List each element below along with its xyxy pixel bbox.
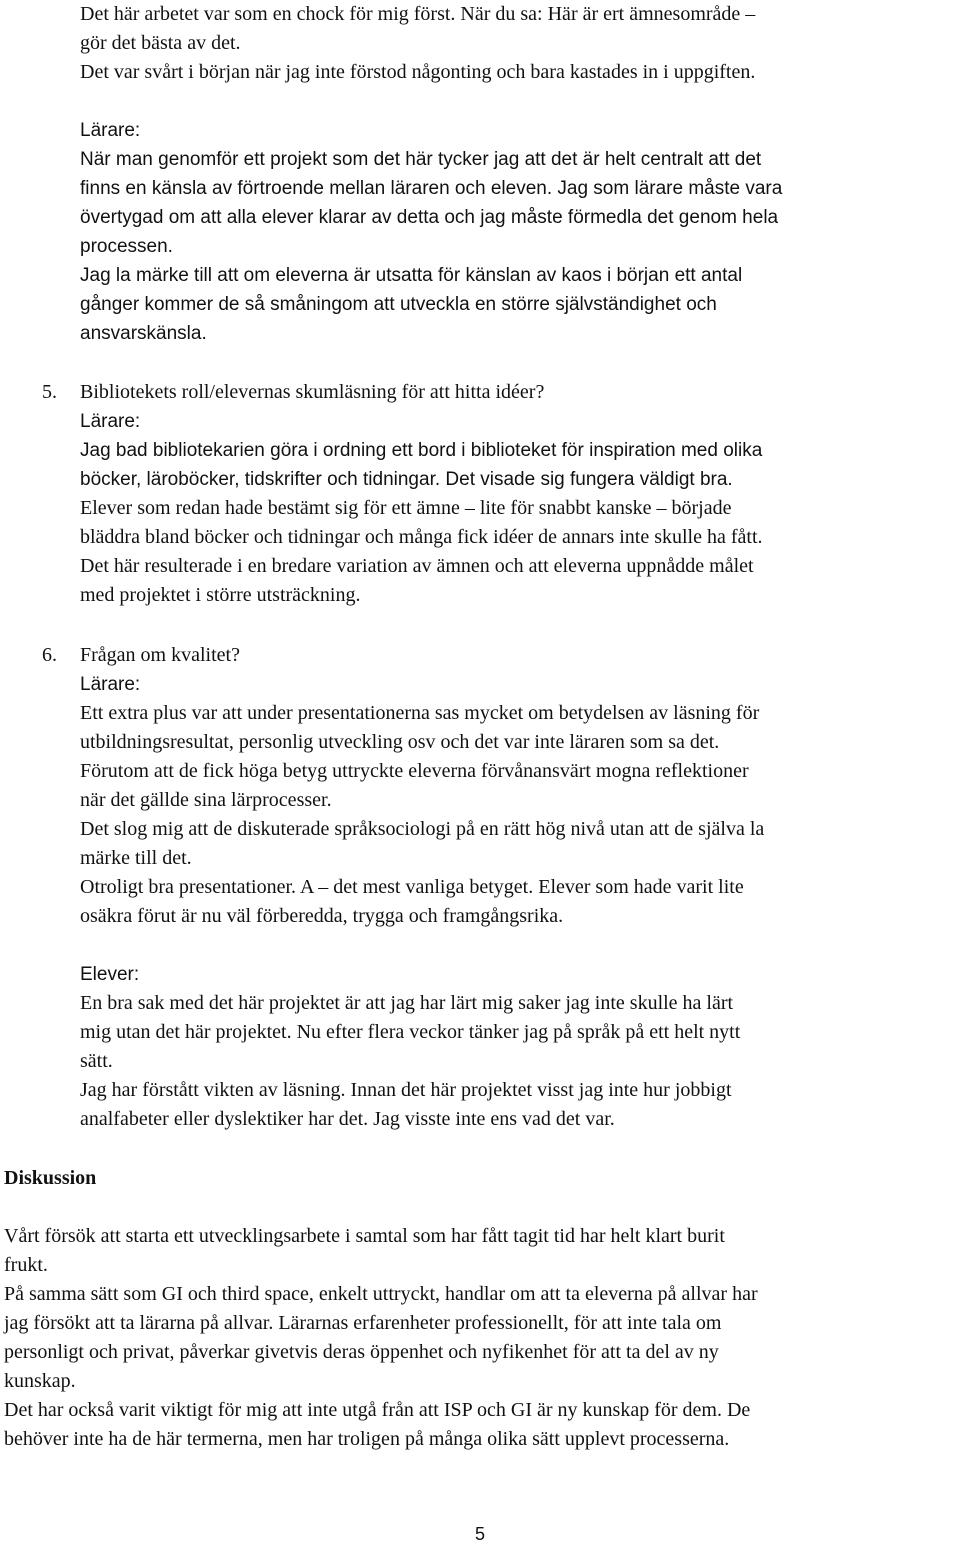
paragraph-line: utbildningsresultat, personlig utveckling osv och det var inte läraren som sa det.: [80, 731, 720, 753]
paragraph-line: finns en känsla av förtroende mellan läraren och eleven. Jag som lärare måste vara: [80, 178, 783, 199]
paragraph-line: gånger kommer de så småningom att utveckla en större självständighet och: [80, 294, 717, 315]
paragraph-line: Jag bad bibliotekarien göra i ordning ett bord i biblioteket för inspiration med olika: [80, 440, 763, 461]
paragraph-line: Ett extra plus var att under presentationerna sas mycket om betydelsen av läsning för: [80, 702, 760, 724]
paragraph-line: Förutom att de fick höga betyg uttryckte eleverna förvånansvärt mogna reflektioner: [80, 760, 749, 782]
paragraph-line: märke till det.: [80, 847, 192, 869]
question-number: 5.: [42, 381, 57, 403]
teacher-label: Lärare:: [80, 411, 141, 432]
paragraph-line: En bra sak med det här projektet är att jag har lärt mig saker jag inte skulle ha lärt: [80, 992, 734, 1014]
paragraph-line: Jag har förstått vikten av läsning. Innan det här projektet visst jag inte hur jobbigt: [80, 1079, 732, 1101]
paragraph-line: kunskap.: [4, 1370, 76, 1392]
paragraph-line: Det slog mig att de diskuterade språksociologi på en rätt hög nivå utan att de själva la: [80, 818, 765, 840]
teacher-label: Lärare:: [80, 120, 141, 141]
paragraph-line: sätt.: [80, 1050, 113, 1072]
paragraph-line: processen.: [80, 236, 173, 257]
paragraph-line: På samma sätt som GI och third space, enkelt uttryckt, handlar om att ta eleverna på allvar har: [4, 1283, 758, 1305]
paragraph-line: när det gällde sina lärprocesser.: [80, 789, 332, 811]
paragraph-line: Jag la märke till att om eleverna är utsatta för känslan av kaos i början ett antal: [80, 265, 743, 286]
paragraph-line: böcker, läroböcker, tidskrifter och tidningar. Det visade sig fungera väldigt bra.: [80, 469, 733, 490]
question-title: Bibliotekets roll/elevernas skumläsning för att hitta idéer?: [80, 381, 545, 403]
paragraph-line: personligt och privat, påverkar givetvis deras öppenhet och nyfikenhet för att ta del av ny: [4, 1341, 719, 1363]
paragraph-line: jag försökt att ta lärarna på allvar. Lärarnas erfarenheter professionellt, för att inte tala om: [4, 1312, 722, 1334]
paragraph-line: När man genomför ett projekt som det här tycker jag att det är helt centralt att det: [80, 149, 762, 170]
paragraph-line: frukt.: [4, 1254, 48, 1276]
section-heading: Diskussion: [4, 1167, 97, 1189]
paragraph-line: Det här resulterade i en bredare variation av ämnen och att eleverna uppnådde målet: [80, 555, 754, 577]
teacher-label: Lärare:: [80, 674, 141, 695]
paragraph-line: analfabeter eller dyslektiker har det. Jag visste inte ens vad det var.: [80, 1108, 615, 1130]
paragraph-line: Vårt försök att starta ett utvecklingsarbete i samtal som har fått tagit tid har helt klart burit: [4, 1225, 725, 1247]
paragraph-line: ansvarskänsla.: [80, 323, 207, 344]
paragraph-line: bläddra bland böcker och tidningar och många fick idéer de annars inte skulle ha fått.: [80, 526, 763, 548]
page-number: 5: [474, 1524, 485, 1544]
question-title: Frågan om kvalitet?: [80, 644, 240, 666]
paragraph-line: behöver inte ha de här termerna, men har troligen på många olika sätt upplevt processerna.: [4, 1428, 730, 1450]
intro-line: gör det bästa av det.: [80, 32, 241, 54]
paragraph-line: Det har också varit viktigt för mig att inte utgå från att ISP och GI är ny kunskap för dem. De: [4, 1399, 751, 1421]
students-label: Elever:: [80, 964, 140, 985]
paragraph-line: med projektet i större utsträckning.: [80, 584, 361, 606]
intro-line: Det var svårt i början när jag inte förstod någonting och bara kastades in i uppgiften.: [80, 61, 756, 83]
paragraph-line: osäkra förut är nu väl förberedda, trygga och framgångsrika.: [80, 905, 564, 927]
intro-line: Det här arbetet var som en chock för mig först. När du sa: Här är ert ämnesområde –: [80, 3, 756, 25]
paragraph-line: övertygad om att alla elever klarar av detta och jag måste förmedla det genom hela: [80, 207, 779, 228]
paragraph-line: Elever som redan hade bestämt sig för ett ämne – lite för snabbt kanske – började: [80, 497, 732, 519]
paragraph-line: Otroligt bra presentationer. A – det mest vanliga betyget. Elever som hade varit lite: [80, 876, 744, 898]
paragraph-line: mig utan det här projektet. Nu efter flera veckor tänker jag på språk på ett helt nytt: [80, 1021, 741, 1043]
question-number: 6.: [42, 644, 57, 666]
